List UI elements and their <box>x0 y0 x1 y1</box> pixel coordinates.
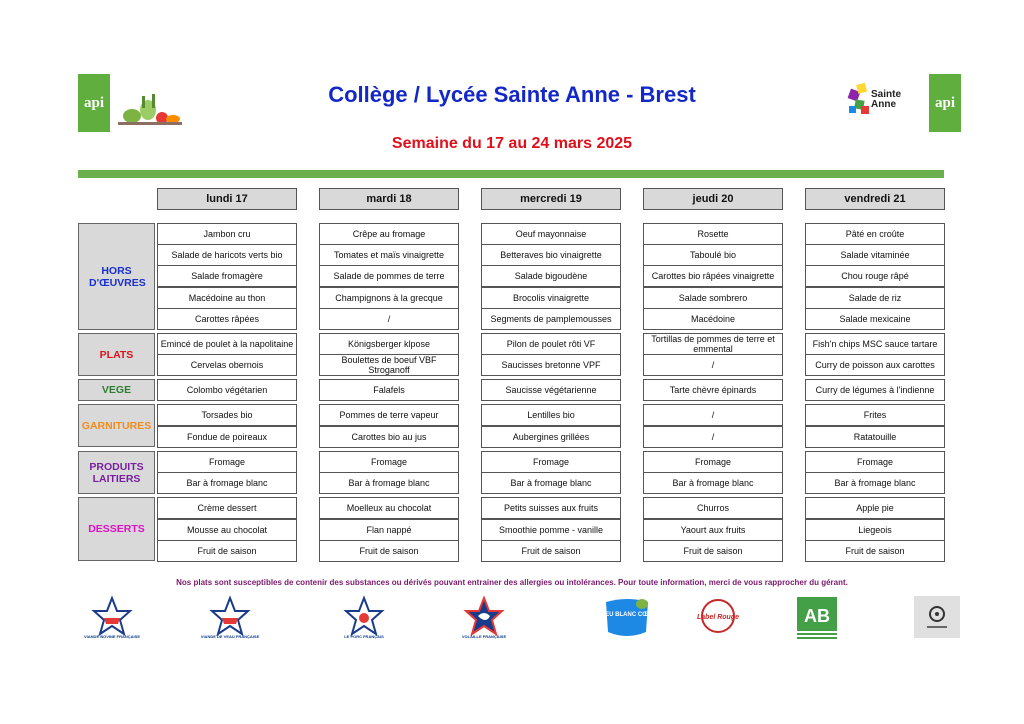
badge-bleu-blanc-coeur <box>597 596 657 640</box>
menu-cell-laitiers: Fromage <box>481 451 621 473</box>
menu-cell-desserts: Fruit de saison <box>319 540 459 562</box>
menu-cell-desserts: Fruit de saison <box>157 540 297 562</box>
menu-cell-hors-doeuvres: Jambon cru <box>157 223 297 245</box>
menu-cell-desserts: Apple pie <box>805 497 945 519</box>
category-garnitures <box>78 404 155 447</box>
api-logo-left-text: api <box>83 94 104 111</box>
menu-cell-hors-doeuvres: Salade mexicaine <box>805 308 945 330</box>
category-vege-label: VEGE <box>101 384 132 396</box>
badge-viande-bovine-francaise <box>83 596 141 640</box>
menu-cell-laitiers: Bar à fromage blanc <box>805 472 945 494</box>
menu-cell-hors-doeuvres: Segments de pamplemousses <box>481 308 621 330</box>
menu-cell-laitiers: Fromage <box>643 451 783 473</box>
allergy-note: Nos plats sont susceptibles de contenir des substances ou dérivés pouvant entrainer des allergies ou intolérances. Pour toute information, merci de vous rapprocher du gérant. <box>176 578 848 587</box>
badge-le-porc-francais <box>342 596 386 640</box>
badge-label-rouge <box>698 596 738 636</box>
menu-cell-plats: Tortillas de pommes de terre et emmental <box>643 333 783 355</box>
menu-cell-garnitures: Lentilles bio <box>481 404 621 426</box>
menu-cell-vege: Curry de légumes à l'indienne <box>805 379 945 401</box>
school-logo-line1: Sainte <box>871 89 902 100</box>
viande-veau-star-icon <box>200 596 260 640</box>
menu-cell-hors-doeuvres: Carottes bio râpées vinaigrette <box>643 265 783 287</box>
label-rouge-icon <box>698 596 738 636</box>
badge-produit-en-bretagne <box>914 596 960 638</box>
viande-bovine-star-icon <box>83 596 141 640</box>
menu-cell-plats: Boulettes de boeuf VBF Stroganoff <box>319 354 459 376</box>
badge-label-bovine: VIANDE BOVINE FRANÇAISE <box>83 634 141 639</box>
menu-cell-hors-doeuvres: Champignons à la grecque <box>319 287 459 309</box>
menu-cell-desserts: Mousse au chocolat <box>157 519 297 541</box>
menu-cell-vege: Saucisse végétarienne <box>481 379 621 401</box>
menu-cell-laitiers: Fromage <box>157 451 297 473</box>
menu-cell-hors-doeuvres: Rosette <box>643 223 783 245</box>
badge-label-veau: VIANDE DE VEAU FRANÇAISE <box>200 634 260 639</box>
menu-cell-garnitures: / <box>643 426 783 448</box>
menu-cell-hors-doeuvres: Macédoine <box>643 308 783 330</box>
menu-cell-hors-doeuvres: Salade de pommes de terre <box>319 265 459 287</box>
category-desserts-label: DESSERTS <box>88 523 145 535</box>
category-hors-doeuvres-label: HORS D'ŒUVRES <box>89 264 146 289</box>
menu-cell-garnitures: Frites <box>805 404 945 426</box>
school-logo-text <box>871 90 901 110</box>
menu-cell-desserts: Petits suisses aux fruits <box>481 497 621 519</box>
day-header-vendredi: vendredi 21 <box>805 188 945 210</box>
menu-cell-laitiers: Bar à fromage blanc <box>157 472 297 494</box>
day-header-mercredi: mercredi 19 <box>481 188 621 210</box>
menu-cell-hors-doeuvres: Pâté en croûte <box>805 223 945 245</box>
menu-cell-garnitures: Aubergines grillées <box>481 426 621 448</box>
menu-cell-hors-doeuvres: Taboulé bio <box>643 244 783 266</box>
menu-cell-garnitures: Fondue de poireaux <box>157 426 297 448</box>
menu-cell-hors-doeuvres: Macédoine au thon <box>157 287 297 309</box>
menu-cell-garnitures: Torsades bio <box>157 404 297 426</box>
day-header-lundi: lundi 17 <box>157 188 297 210</box>
menu-cell-plats: Saucisses bretonne VPF <box>481 354 621 376</box>
menu-cell-desserts: Flan nappé <box>319 519 459 541</box>
bleu-blanc-coeur-icon <box>597 596 657 640</box>
menu-cell-hors-doeuvres: Betteraves bio vinaigrette <box>481 244 621 266</box>
category-produits-laitiers-label: PRODUITS LAITIERS <box>89 460 144 485</box>
menu-cell-hors-doeuvres: Salade vitaminée <box>805 244 945 266</box>
menu-cell-plats: Fish'n chips MSC sauce tartare <box>805 333 945 355</box>
week-subtitle: Semaine du 17 au 24 mars 2025 <box>391 135 633 152</box>
menu-cell-desserts: Fruit de saison <box>643 540 783 562</box>
menu-cell-desserts: Churros <box>643 497 783 519</box>
category-plats <box>78 333 155 376</box>
menu-cell-garnitures: / <box>643 404 783 426</box>
menu-cell-hors-doeuvres: Oeuf mayonnaise <box>481 223 621 245</box>
menu-cell-hors-doeuvres: Carottes râpées <box>157 308 297 330</box>
category-garnitures-label: GARNITURES <box>81 419 152 432</box>
menu-cell-desserts: Fruit de saison <box>481 540 621 562</box>
menu-cell-hors-doeuvres: / <box>319 308 459 330</box>
menu-cell-garnitures: Carottes bio au jus <box>319 426 459 448</box>
api-logo-right-text: api <box>934 94 955 111</box>
agriculture-biologique-icon <box>796 596 838 640</box>
page-title: Collège / Lycée Sainte Anne - Brest <box>328 82 696 107</box>
badge-agriculture-biologique <box>796 596 838 640</box>
menu-cell-hors-doeuvres: Salade de haricots verts bio <box>157 244 297 266</box>
menu-cell-laitiers: Bar à fromage blanc <box>481 472 621 494</box>
menu-cell-hors-doeuvres: Crêpe au fromage <box>319 223 459 245</box>
badge-volaille-francaise <box>462 596 506 640</box>
menu-cell-desserts: Moelleux au chocolat <box>319 497 459 519</box>
category-desserts <box>78 497 155 561</box>
menu-cell-vege: Colombo végétarien <box>157 379 297 401</box>
school-logo <box>845 80 927 124</box>
header-divider <box>78 170 944 178</box>
menu-cell-hors-doeuvres: Salade sombrero <box>643 287 783 309</box>
badge-label-bbc: BLEU BLANC CŒUR <box>597 612 657 618</box>
menu-cell-hors-doeuvres: Tomates et maïs vinaigrette <box>319 244 459 266</box>
category-plats-label: PLATS <box>99 348 134 361</box>
menu-cell-plats: Pilon de poulet rôti VF <box>481 333 621 355</box>
porc-francais-star-icon <box>342 596 386 640</box>
badge-label-porc: LE PORC FRANÇAIS <box>344 634 384 639</box>
menu-cell-hors-doeuvres: Chou rouge râpé <box>805 265 945 287</box>
menu-cell-plats: Cervelas obernois <box>157 354 297 376</box>
triskell-icon <box>914 596 960 638</box>
menu-cell-vege: Tarte chèvre épinards <box>643 379 783 401</box>
menu-cell-laitiers: Fromage <box>319 451 459 473</box>
menu-cell-desserts: Fruit de saison <box>805 540 945 562</box>
menu-cell-hors-doeuvres: Salade de riz <box>805 287 945 309</box>
badge-viande-de-veau-francaise <box>200 596 260 640</box>
volaille-francaise-star-icon <box>462 596 506 640</box>
menu-cell-plats: Curry de poisson aux carottes <box>805 354 945 376</box>
menu-cell-desserts: Smoothie pomme - vanille <box>481 519 621 541</box>
menu-cell-plats: Königsberger klpose <box>319 333 459 355</box>
category-hors-doeuvres <box>78 223 155 330</box>
menu-cell-laitiers: Bar à fromage blanc <box>319 472 459 494</box>
badge-label-rouge-text: Label Rouge <box>696 614 740 621</box>
menu-cell-desserts: Yaourt aux fruits <box>643 519 783 541</box>
menu-cell-laitiers: Fromage <box>805 451 945 473</box>
menu-cell-garnitures: Pommes de terre vapeur <box>319 404 459 426</box>
badge-label-ab: AB <box>804 606 830 626</box>
menu-cell-hors-doeuvres: Salade bigoudène <box>481 265 621 287</box>
menu-cell-garnitures: Ratatouille <box>805 426 945 448</box>
menu-cell-plats: / <box>643 354 783 376</box>
menu-cell-laitiers: Bar à fromage blanc <box>643 472 783 494</box>
category-vege <box>78 379 155 401</box>
menu-cell-hors-doeuvres: Brocolis vinaigrette <box>481 287 621 309</box>
school-logo-line2: Anne <box>871 99 896 110</box>
api-logo-right <box>929 74 961 132</box>
badge-label-volaille: VOLAILLE FRANÇAISE <box>461 634 507 639</box>
day-header-mardi: mardi 18 <box>319 188 459 210</box>
menu-cell-desserts: Crème dessert <box>157 497 297 519</box>
menu-cell-vege: Falafels <box>319 379 459 401</box>
category-produits-laitiers <box>78 451 155 494</box>
menu-cell-plats: Emincé de poulet à la napolitaine <box>157 333 297 355</box>
menu-cell-desserts: Liegeois <box>805 519 945 541</box>
menu-cell-hors-doeuvres: Salade fromagère <box>157 265 297 287</box>
day-header-jeudi: jeudi 20 <box>643 188 783 210</box>
